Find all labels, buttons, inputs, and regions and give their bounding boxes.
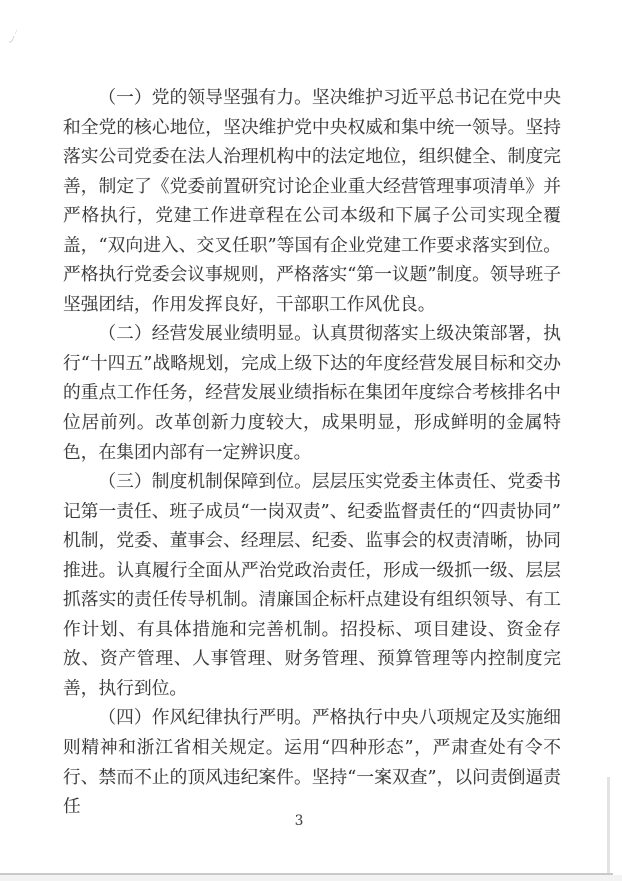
- paper-edge-right: [607, 777, 610, 873]
- scanner-background-strip: [0, 875, 622, 881]
- paragraph-3: （三）制度机制保障到位。层层压实党委主体责任、党委书记第一责任、班子成员“一岗双责”、纪委监督责任的“四责协同”机制，党委、董事会、经理层、纪委、监事会的权责清晰，协同推进。认真履行全面从严治党政治责任，形成一级抓一级、层层抓落实的责任传导机制。清廉国企标杆点建设有组织领导、有工作计划、有具体措施和完善机制。招投标、项目建设、资金存放、资产管理、人事管理、财务管理、预算管理等内控制度完善，执行到位。: [63, 472, 561, 699]
- pen-scribble-mark: [7, 29, 21, 45]
- paragraph-4: （四）作风纪律执行严明。严格执行中央八项规定及实施细则精神和浙江省相关规定。运用“四种形态”，严肃查处有令不行、禁而不止的顶风违纪案件。坚持“一案双查”，以问责倒逼责任: [63, 708, 561, 818]
- paragraph-2: （二）经营发展业绩明显。认真贯彻落实上级决策部署，执行“十四五”战略规划，完成上级下达的年度经营发展目标和交办的重点工作任务，经营发展业绩指标在集团年度综合考核排名中位居前列。改革创新力度较大，成果明显，形成鲜明的金属特色，在集团内部有一定辨识度。: [63, 324, 561, 463]
- document-body: [63, 84, 561, 823]
- paragraph-1: （一）党的领导坚强有力。坚决维护习近平总书记在党中央和全党的核心地位，坚决维护党中央权威和集中统一领导。坚持落实公司党委在法人治理机构中的法定地位，组织健全、制度完善，制定了《党委前置研究讨论企业重大经营管理事项清单》并严格执行，党建工作进章程在公司本级和下属子公司实现全覆盖，“双向进入、交叉任职”等国有企业党建工作要求落实到位。严格执行党委会议事规则，严格落实“第一议题”制度。领导班子坚强团结，作用发挥良好，干部职工作风优良。: [63, 88, 561, 315]
- page-number: 3: [294, 813, 304, 829]
